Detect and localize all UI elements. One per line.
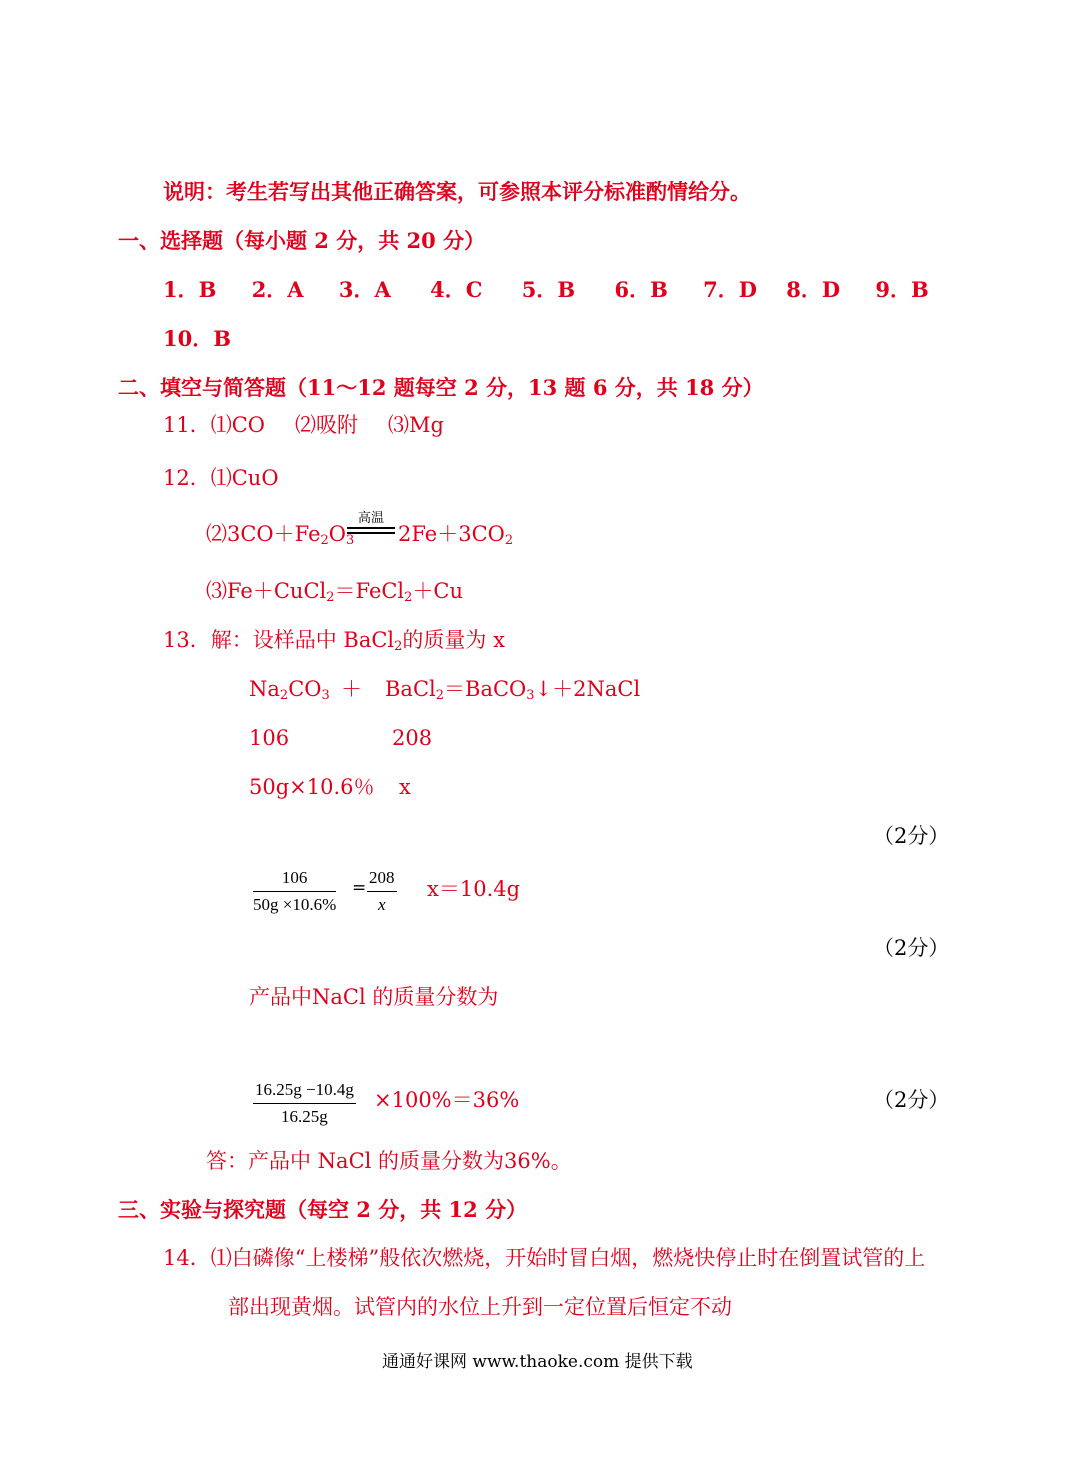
q13-sub: 2 xyxy=(279,688,289,703)
score-1: （2分） xyxy=(873,824,950,848)
q14-line-1: 14．⑴白磷像“上楼梯”般依次燃烧，开始时冒白烟，燃烧快停止时在倒置试管的上 xyxy=(163,1246,926,1270)
section2-title: 二、填空与简答题（11～12 题每空 2 分，13 题 6 分，共 18 分） xyxy=(118,375,764,400)
q11-number: 11． xyxy=(163,413,211,437)
answer-3: 3．A xyxy=(338,277,391,302)
q11-answer-1: ⑴CO xyxy=(210,413,266,437)
answer-6: 6．B xyxy=(614,277,668,302)
q13-plus: ＋ xyxy=(341,677,362,701)
unknown-x: x xyxy=(399,775,411,799)
answer-10: 10．B xyxy=(163,326,231,351)
answer-9: 9．B xyxy=(875,277,929,302)
q12-eq-text: ⑵3CO＋Fe xyxy=(206,522,321,546)
q13-text: BaCl xyxy=(385,677,436,701)
molar-mass-2: 208 xyxy=(392,726,433,750)
fraction-left-denominator: 50g ×10.6% xyxy=(253,895,337,914)
q13-text: 的质量为 x xyxy=(402,628,505,652)
q13-text: ＝BaCO xyxy=(444,677,527,701)
answer-2: 2．A xyxy=(251,277,304,302)
fraction-right-denominator: x xyxy=(377,895,386,914)
q12-eq-sub: 2 xyxy=(504,533,514,548)
fraction-mass xyxy=(253,1080,356,1127)
section3-title: 三、实验与探究题（每空 2 分，共 12 分） xyxy=(118,1197,528,1222)
q13-sub: 2 xyxy=(394,639,403,654)
q12-eq-sub: 2 xyxy=(404,590,413,605)
q12-eq-text: ＋Cu xyxy=(412,579,464,603)
given-value: 50g×10.6％ xyxy=(249,775,375,799)
double-line-sign xyxy=(347,527,395,534)
reaction-condition xyxy=(347,512,395,534)
q12-eq-sub: 2 xyxy=(320,533,329,548)
nacl-fraction-text: 产品中NaCl 的质量分数为 xyxy=(249,985,499,1009)
q11-answer-2: ⑵吸附 xyxy=(295,413,359,437)
score-3: （2分） xyxy=(873,1088,950,1112)
condition-label: 高温 xyxy=(357,511,384,526)
q13-text: ↓＋2NaCl xyxy=(534,677,641,701)
answer-5: 5．B xyxy=(521,277,576,302)
q14-line-2: 部出现黄烟。试管内的水位上升到一定位置后恒定不动 xyxy=(228,1295,732,1319)
q11-answer-3: ⑶Mg xyxy=(388,413,444,437)
q12-eq-text: 2Fe＋3CO xyxy=(398,522,505,546)
q13-text: 13．解：设样品中 BaCl xyxy=(163,628,395,652)
answer-4: 4．C xyxy=(430,277,483,302)
mass-calc: ×100%＝36% xyxy=(374,1088,520,1112)
q13-equation-right xyxy=(385,677,641,703)
fraction-mass-numerator: 16.25g −10.4g xyxy=(255,1080,354,1099)
q11-answers xyxy=(163,415,444,436)
answer-7: 7．D xyxy=(703,277,757,302)
fraction-equals: = xyxy=(352,878,367,898)
q12-answer-1: 12．⑴CuO xyxy=(163,466,279,490)
q12-eq-text: ＝FeCl xyxy=(334,579,405,603)
q13-sub: 2 xyxy=(435,688,445,703)
q12-eq-sub: 3 xyxy=(346,533,355,548)
page-footer: 通通好课网 www.thaoke.com 提供下载 xyxy=(382,1352,693,1372)
fraction-right xyxy=(367,868,397,915)
q12-eq-text: O xyxy=(328,522,346,546)
answer-1: 1．B xyxy=(163,277,217,302)
q13-sub: 3 xyxy=(321,688,330,703)
section1-title: 一、选择题（每小题 2 分，共 20 分） xyxy=(118,228,486,253)
score-2: （2分） xyxy=(873,936,950,960)
q12-answer-3 xyxy=(206,579,464,605)
fraction-left xyxy=(253,868,336,915)
q12-answer-2-right xyxy=(398,522,514,548)
q13-sub: 3 xyxy=(526,688,535,703)
q13-text: Na xyxy=(249,677,280,701)
q13-text: CO xyxy=(288,677,322,701)
q13-result: x＝10.4g xyxy=(427,877,521,901)
fraction-right-numerator: 208 xyxy=(369,868,395,887)
q12-answer-2-left xyxy=(206,522,355,548)
q12-eq-sub: 2 xyxy=(326,590,335,605)
molar-mass-1: 106 xyxy=(249,726,290,750)
fraction-left-numerator: 106 xyxy=(281,868,308,887)
section1-answers xyxy=(163,279,929,300)
q13-intro xyxy=(163,628,505,654)
fraction-mass-denominator: 16.25g xyxy=(281,1107,328,1126)
answer-8: 8．D xyxy=(786,277,841,302)
q13-equation xyxy=(249,677,330,703)
q13-answer: 答：产品中 NaCl 的质量分数为36%。 xyxy=(206,1149,572,1173)
q12-eq-text: ⑶Fe＋CuCl xyxy=(206,579,327,603)
scoring-note: 说明：考生若写出其他正确答案，可参照本评分标准酌情给分。 xyxy=(163,179,751,204)
